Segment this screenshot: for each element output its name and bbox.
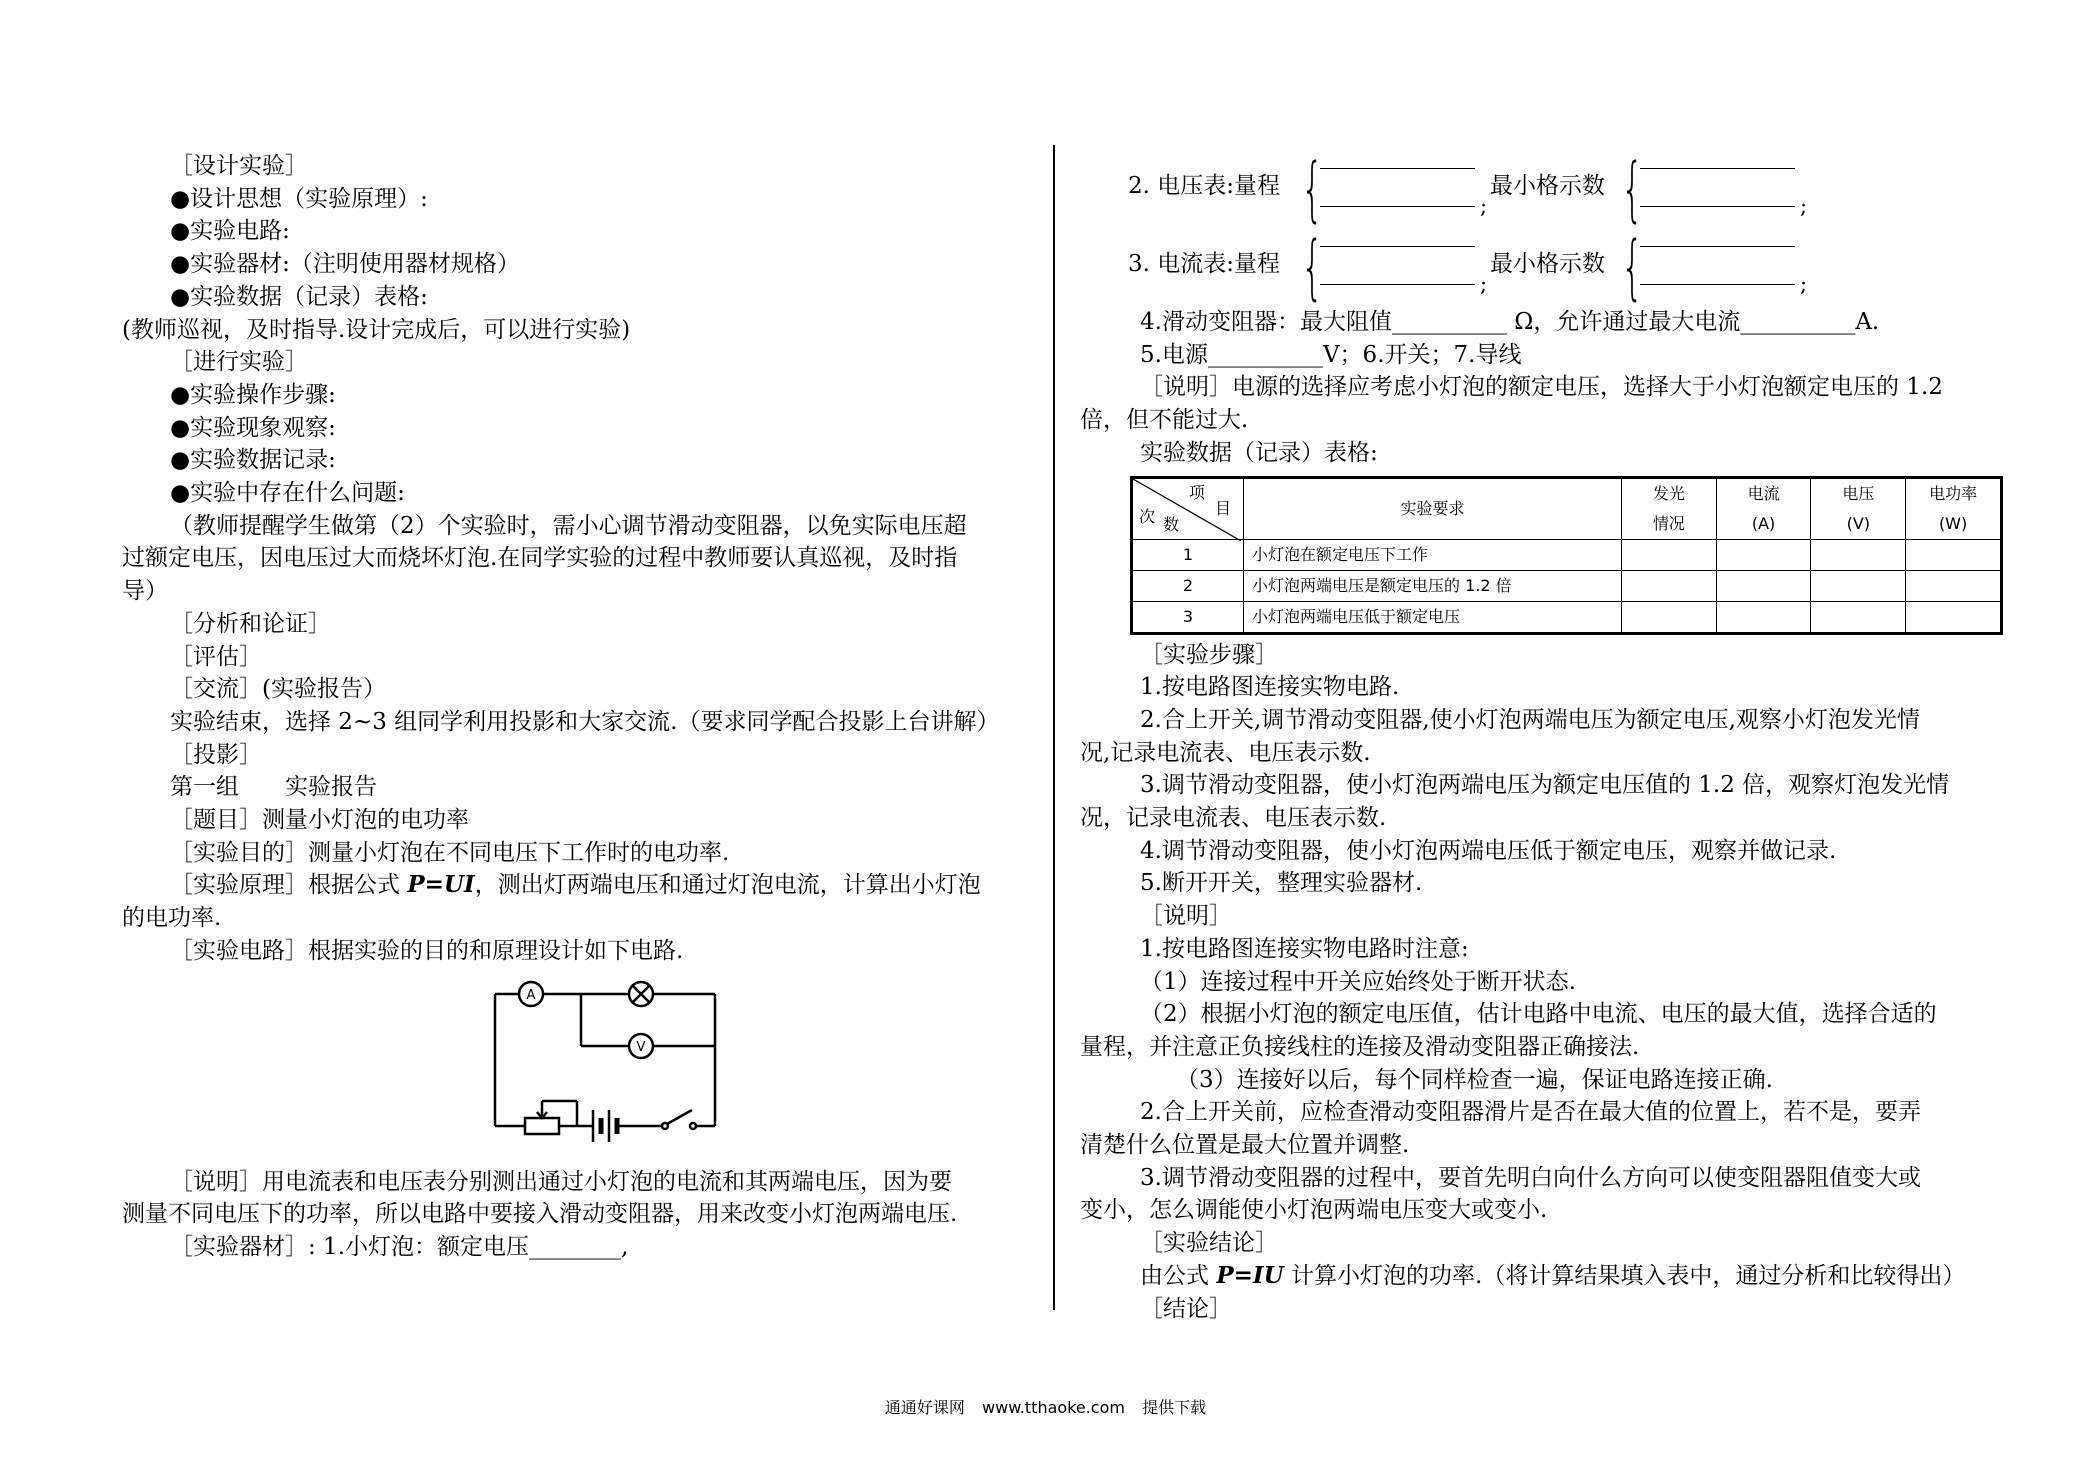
diag-item: 项 xyxy=(1189,482,1206,502)
row-requirement: 小灯泡两端电压低于额定电压 xyxy=(1244,601,1622,633)
teacher-note-2-line3: 导） xyxy=(122,578,168,605)
row-number: 1 xyxy=(1132,539,1244,570)
header-voltage-1: 电压 xyxy=(1842,483,1875,503)
conclusion-text xyxy=(1080,1260,1992,1293)
note-1a: （1）连接过程中开关应始终处于断开状态. xyxy=(1140,968,1576,995)
explanation-line1: ［说明］用电流表和电压表分别测出通过小灯泡的电流和其两端电压，因为要 xyxy=(170,1168,952,1195)
conclusion-prefix: 由公式 xyxy=(1140,1262,1217,1289)
rheostat-line: 4.滑动变阻器：最大阻值__________ Ω，允许通过最大电流__________A. xyxy=(1140,309,1880,335)
report-principle-line1 xyxy=(122,869,1027,902)
step-2-line2: 况,记录电流表、电压表示数. xyxy=(1080,739,1371,766)
report-purpose: ［实验目的］测量小灯泡在不同电压下工作时的电功率. xyxy=(170,839,730,866)
teacher-note-2-line1: （教师提醒学生做第（2）个实验时，需小心调节滑动变阻器，以免实际电压超 xyxy=(170,512,967,539)
table-header-row xyxy=(1132,477,2002,539)
section-notes: ［说明］ xyxy=(1140,903,1232,930)
note-2-line1: 2.合上开关前，应检查滑动变阻器滑片是否在最大值的位置上，若不是，要弄 xyxy=(1140,1099,1921,1126)
conclusion-formula: P=IU xyxy=(1216,1261,1284,1289)
footer-provide: 提供下载 xyxy=(1142,1398,1207,1417)
ammeter-range-label: 3. 电流表:量程 xyxy=(1128,251,1281,277)
section-design: ［设计实验］ xyxy=(170,153,308,179)
note-3-line2: 变小，怎么调能使小灯泡两端电压变大或变小. xyxy=(1080,1197,1548,1224)
row-requirement: 小灯泡在额定电压下工作 xyxy=(1244,539,1622,570)
cell-light xyxy=(1621,570,1716,601)
step-3-line2: 况，记录电流表、电压表示数. xyxy=(1080,805,1387,832)
header-light xyxy=(1621,477,1716,539)
voltmeter-range-row xyxy=(1080,150,1992,228)
section-conduct: ［进行实验］ xyxy=(170,349,308,376)
cell-power xyxy=(1906,570,2002,601)
bullet-design-idea: ●设计思想（实验原理）: xyxy=(170,185,428,212)
cell-power xyxy=(1906,539,2002,570)
diagonal-header-cell xyxy=(1132,477,1244,539)
step-3-line1: 3.调节滑动变阻器，使小灯泡两端电压为额定电压值的 1.2 倍，观察灯泡发光情 xyxy=(1140,772,1950,799)
header-voltage-2: (V) xyxy=(1846,513,1871,533)
principle-formula: P=UI xyxy=(407,871,475,899)
header-light-1: 发光 xyxy=(1652,483,1685,503)
cell-power xyxy=(1906,601,2002,633)
equipment-lamp: ［实验器材］: 1.小灯泡：额定电压________, xyxy=(170,1233,629,1260)
section-exchange: ［交流］(实验报告） xyxy=(170,676,386,703)
right-column xyxy=(1080,150,1992,1325)
conclusion-suffix: 计算小灯泡的功率.（将计算结果填入表中，通过分析和比较得出） xyxy=(1283,1262,1966,1289)
bullet-problems: ●实验中存在什么问题: xyxy=(170,480,405,507)
bullet-steps: ●实验操作步骤: xyxy=(170,381,336,408)
section-projection: ［投影］ xyxy=(170,741,262,768)
row-requirement: 小灯泡两端电压是额定电压的 1.2 倍 xyxy=(1244,570,1622,601)
ammeter-min-blank-1 xyxy=(1640,246,1795,247)
header-power-1: 电功率 xyxy=(1929,483,1978,503)
diag-mu: 目 xyxy=(1215,498,1232,518)
ammeter-range-row xyxy=(1080,228,1992,306)
cell-current xyxy=(1716,570,1811,601)
circuit-svg xyxy=(487,976,727,1156)
voltmeter-label: V xyxy=(636,1039,646,1055)
section-conclusion: ［实验结论］ xyxy=(1140,1230,1278,1257)
semicolon: ; xyxy=(1800,194,1808,218)
step-5: 5.断开开关，整理实验器材. xyxy=(1140,870,1423,897)
ammeter-range-blank-1 xyxy=(1320,246,1475,247)
section-steps: ［实验步骤］ xyxy=(1140,641,1278,668)
min-division-label: 最小格示数 xyxy=(1490,173,1605,199)
semicolon: ; xyxy=(1800,272,1808,296)
brace-icon: { xyxy=(1621,148,1644,230)
voltmeter-min-blank-2 xyxy=(1640,206,1795,207)
row-number: 2 xyxy=(1132,570,1244,601)
voltmeter-range-label: 2. 电压表:量程 xyxy=(1128,173,1281,199)
page-footer xyxy=(0,1395,2091,1418)
exchange-text: 实验结束，选择 2~3 组同学利用投影和大家交流.（要求同学配合投影上台讲解） xyxy=(170,708,1000,735)
table-row xyxy=(1132,539,2002,570)
voltmeter-range-blank-1 xyxy=(1320,168,1475,169)
section-evaluation: ［评估］ xyxy=(170,643,262,670)
section-analysis: ［分析和论证］ xyxy=(170,610,331,637)
circuit-diagram xyxy=(122,976,1027,1166)
header-requirement: 实验要求 xyxy=(1244,477,1622,539)
cell-current xyxy=(1716,539,1811,570)
principle-prefix: ［实验原理］根据公式 xyxy=(170,872,408,899)
cell-light xyxy=(1621,539,1716,570)
report-circuit-text: ［实验电路］根据实验的目的和原理设计如下电路. xyxy=(170,937,684,964)
cell-current xyxy=(1716,601,1811,633)
teacher-note-1: (教师巡视，及时指导.设计完成后，可以进行实验) xyxy=(122,316,631,343)
step-1: 1.按电路图连接实物电路. xyxy=(1140,674,1400,701)
header-power xyxy=(1906,477,2002,539)
data-table-title: 实验数据（记录）表格: xyxy=(1140,439,1378,466)
column-divider xyxy=(1053,145,1055,1310)
step-4: 4.调节滑动变阻器，使小灯泡两端电压低于额定电压，观察并做记录. xyxy=(1140,837,1837,864)
cell-light xyxy=(1621,601,1716,633)
ammeter-range-blank-2 xyxy=(1320,284,1475,285)
voltmeter-min-blank-1 xyxy=(1640,168,1795,169)
report-principle-line2: 的电功率. xyxy=(122,905,222,932)
teacher-note-2-line2: 过额定电压，因电压过大而烧坏灯泡.在同学实验的过程中教师要认真巡视，及时指 xyxy=(122,545,958,572)
bullet-observation: ●实验现象观察: xyxy=(170,414,336,441)
ammeter-min-blank-2 xyxy=(1640,284,1795,285)
cell-voltage xyxy=(1811,601,1906,633)
header-current xyxy=(1716,477,1811,539)
power-note-line2: 倍，但不能过大. xyxy=(1080,407,1249,434)
data-record-table xyxy=(1130,476,2003,635)
row-number: 3 xyxy=(1132,601,1244,633)
note-1: 1.按电路图连接实物电路时注意: xyxy=(1140,935,1469,962)
diag-ci: 次 xyxy=(1139,506,1156,526)
cell-voltage xyxy=(1811,570,1906,601)
note-1b-line2: 量程，并注意正负接线柱的连接及滑动变阻器正确接法. xyxy=(1080,1033,1640,1060)
left-column xyxy=(122,150,1027,1264)
table-row xyxy=(1132,601,2002,633)
power-note-line1: ［说明］电源的选择应考虑小灯泡的额定电压，选择大于小灯泡额定电压的 1.2 xyxy=(1140,374,1943,401)
bullet-circuit: ●实验电路: xyxy=(170,218,290,245)
footer-site-name: 通通好课网 xyxy=(884,1398,965,1417)
header-voltage xyxy=(1811,477,1906,539)
cell-voltage xyxy=(1811,539,1906,570)
bullet-equipment: ●实验器材:（注明使用器材规格） xyxy=(170,251,520,278)
header-light-2: 情况 xyxy=(1652,513,1685,533)
brace-icon: { xyxy=(1621,226,1644,308)
explanation-line2: 测量不同电压下的功率，所以电路中要接入滑动变阻器，用来改变小灯泡两端电压. xyxy=(122,1201,958,1228)
ammeter-label: A xyxy=(526,987,536,1003)
bullet-record: ●实验数据记录: xyxy=(170,447,336,474)
bullet-data-table: ●实验数据（记录）表格: xyxy=(170,283,428,310)
step-2-line1: 2.合上开关,调节滑动变阻器,使小灯泡两端电压为额定电压,观察小灯泡发光情 xyxy=(1140,706,1920,733)
group-report-heading: 第一组 实验报告 xyxy=(170,774,377,801)
note-3-line1: 3.调节滑动变阻器的过程中，要首先明白向什么方向可以使变阻器阻值变大或 xyxy=(1140,1164,1921,1191)
brace-icon: { xyxy=(1301,226,1324,308)
note-2-line2: 清楚什么位置是最大位置并调整. xyxy=(1080,1132,1410,1159)
voltmeter-range-blank-2 xyxy=(1320,206,1475,207)
section-result: ［结论］ xyxy=(1140,1295,1232,1322)
min-division-label: 最小格示数 xyxy=(1490,251,1605,277)
header-power-2: (W) xyxy=(1938,513,1968,533)
table-row xyxy=(1132,570,2002,601)
header-current-2: (A) xyxy=(1751,513,1776,533)
semicolon: ; xyxy=(1480,194,1488,218)
brace-icon: { xyxy=(1301,148,1324,230)
power-switch-wire-line: 5.电源__________V；6.开关；7.导线 xyxy=(1140,341,1522,368)
semicolon: ; xyxy=(1480,272,1488,296)
footer-url[interactable]: www.tthaoke.com xyxy=(982,1398,1125,1417)
diag-shu: 数 xyxy=(1163,514,1180,534)
report-title: ［题目］测量小灯泡的电功率 xyxy=(170,807,469,834)
note-1b-line1: （2）根据小灯泡的额定电压值，估计电路中电流、电压的最大值，选择合适的 xyxy=(1140,1001,1937,1028)
header-current-1: 电流 xyxy=(1747,483,1780,503)
principle-suffix: ，测出灯两端电压和通过灯泡电流，计算出小灯泡 xyxy=(474,872,981,899)
note-1c: （3）连接好以后，每个同样检查一遍，保证电路连接正确. xyxy=(1176,1066,1773,1093)
